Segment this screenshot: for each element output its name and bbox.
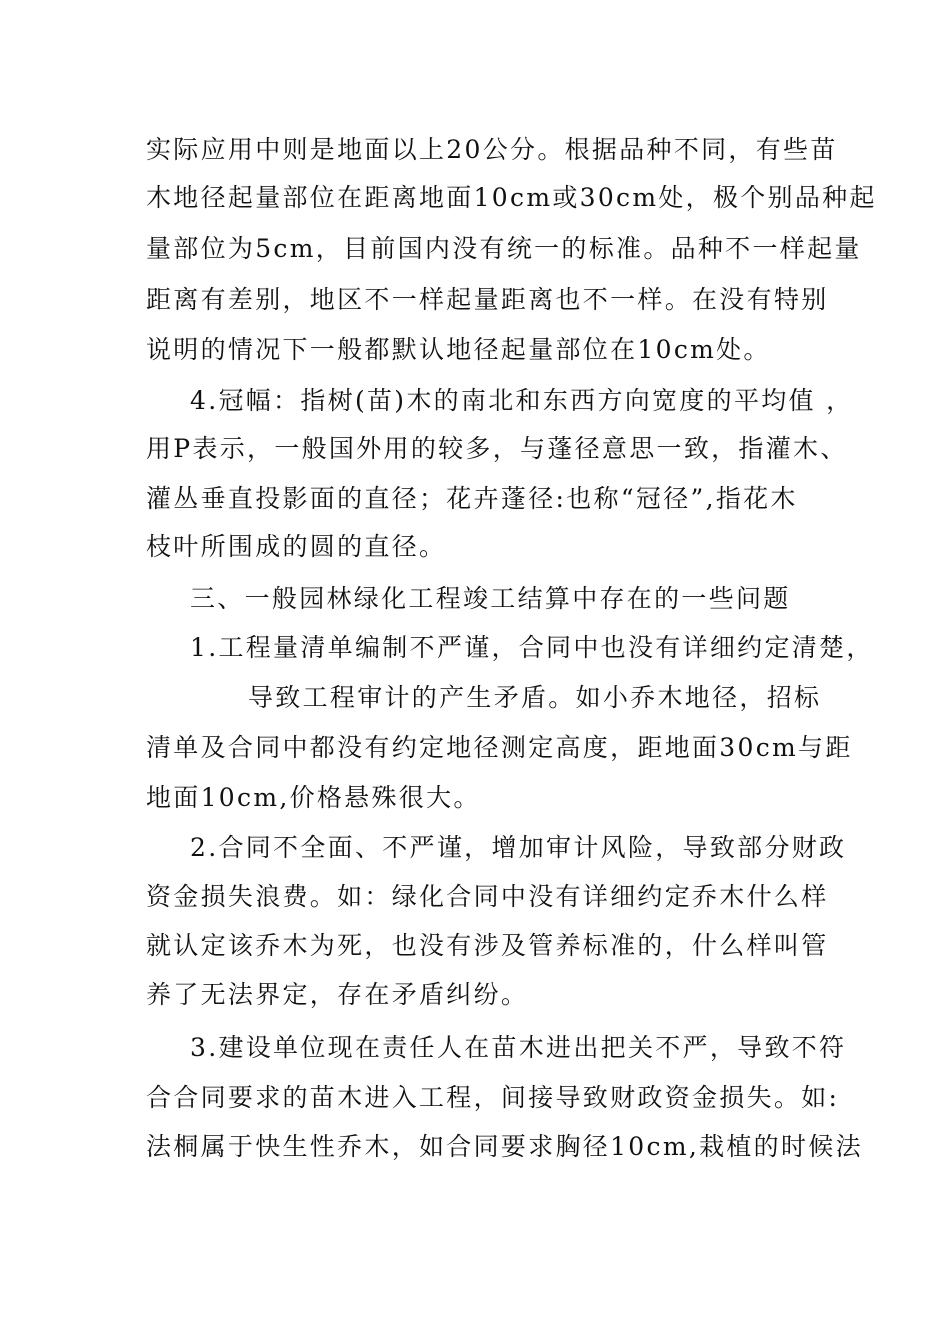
section-heading: 三、一般园林绿化工程竣工结算中存在的一些问题 [190,584,791,613]
text-line: 距离有差别，地区不一样起量距离也不一样。在没有特别 [146,285,829,314]
text-line: 养了无法界定，存在矛盾纠纷。 [146,980,529,1009]
text-line: 3.建设单位现在责任人在苗木进出把关不严，导致不符 [190,1033,847,1062]
text-line: 木地径起量部位在距离地面10cm或30cm处，极个别品种起 [146,183,877,212]
text-line: 法桐属于快生性乔木，如合同要求胸径10cm,栽植的时候法 [146,1132,863,1161]
text-line: 1.工程量清单编制不严谨，合同中也没有详细约定清楚， [190,633,874,662]
text-line: 清单及合同中都没有约定地径测定高度，距地面30cm与距 [146,733,853,762]
text-line: 合合同要求的苗木进入工程，间接导致财政资金损失。如: [146,1083,840,1112]
text-line: 资金损失浪费。如：绿化合同中没有详细约定乔木什么样 [146,882,829,911]
text-line: 实际应用中则是地面以上20公分。根据品种不同，有些苗 [146,135,838,164]
text-line: 2.合同不全面、不严谨，增加审计风险，导致部分财政 [190,833,847,862]
text-line: 就认定该乔木为死，也没有涉及管养标准的，什么样叫管 [146,931,829,960]
text-line: 地面10cm,价格悬殊很大。 [146,783,481,812]
text-line: 量部位为5cm，目前国内没有统一的标准。品种不一样起量 [146,234,862,263]
text-line: 用P表示，一般国外用的较多，与蓬径意思一致，指灌木、 [146,434,848,463]
text-line: 枝叶所围成的圆的直径。 [146,532,447,561]
text-line: 导致工程审计的产生矛盾。如小乔木地径，招标 [248,683,822,712]
text-line: 说明的情况下一般都默认地径起量部位在10cm处。 [146,335,771,364]
text-line: 4.冠幅：指树(苗)木的南北和东西方向宽度的平均值 ， [190,386,854,415]
text-line: 灌丛垂直投影面的直径；花卉蓬径:也称“冠径”,指花木 [146,484,798,513]
